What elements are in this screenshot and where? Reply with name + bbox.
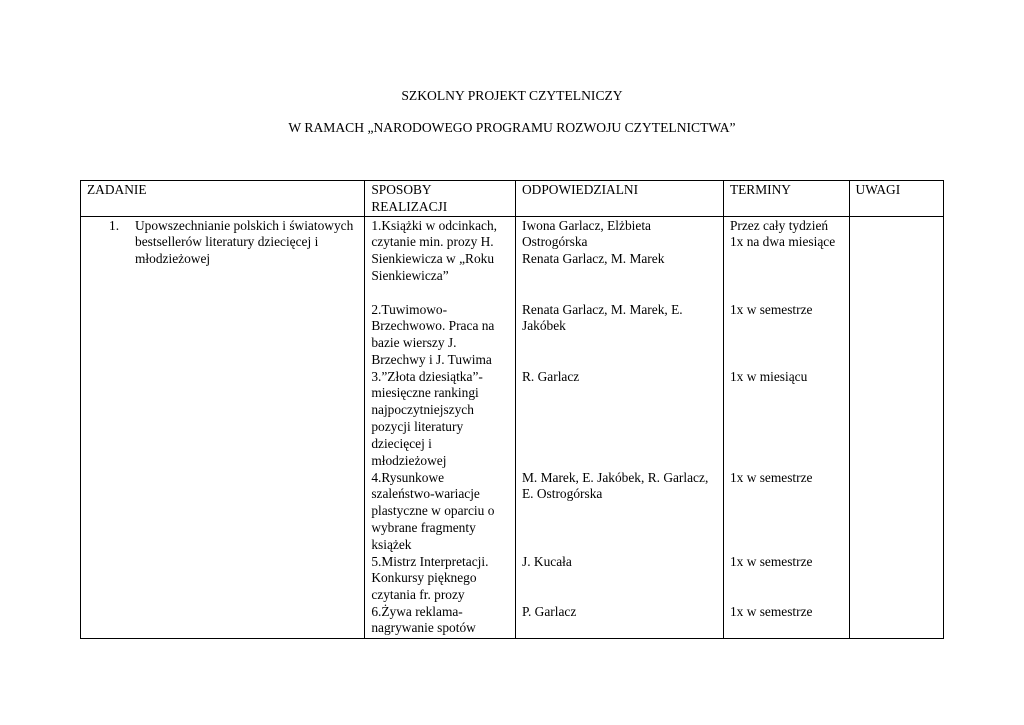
term-item: 1x na dwa miesiące: [729, 234, 836, 250]
term-item: 1x w miesiącu: [729, 368, 808, 384]
method-item: 2.Tuwimowo-Brzechwowo. Praca na bazie wierszy J. Brzechwy i J. Tuwima: [371, 301, 495, 367]
header-uwagi: UWAGI: [849, 181, 943, 217]
table-row: [81, 216, 944, 638]
task-text: Upowszechnianie polskich i światowych bestsellerów literatury dziecięcej i młodzieżowej: [135, 217, 354, 267]
methods-cell: [365, 216, 516, 638]
term-item: 1x w semestrze: [729, 469, 813, 485]
method-item: 6.Żywa reklama- nagrywanie spotów: [371, 603, 476, 636]
method-item: 4.Rysunkowe szaleństwo-wariacje plastyczne w oparciu o wybrane fragmenty książek: [371, 469, 495, 552]
responsible-item: M. Marek, E. Jakóbek, R. Garlacz, E. Ostrogórska: [522, 469, 709, 502]
task-item: [87, 218, 358, 268]
method-item: 5.Mistrz Interpretacji. Konkursy pięknego czytania fr. prozy: [371, 553, 489, 603]
task-cell: [81, 216, 365, 638]
term-item: 1x w semestrze: [729, 553, 813, 569]
document-subtitle: W RAMACH „NARODOWEGO PROGRAMU ROZWOJU CZYTELNICTWA”: [288, 120, 736, 135]
responsible-item: Renata Garlacz, M. Marek, E. Jakóbek: [522, 301, 683, 334]
responsible-item: P. Garlacz: [522, 603, 577, 619]
terms-cell: [723, 216, 849, 638]
table-header-row: [81, 181, 944, 217]
responsible-item: Iwona Garlacz, Elżbieta Ostrogórska: [522, 217, 651, 250]
document-title: SZKOLNY PROJEKT CZYTELNICZY: [401, 88, 623, 103]
responsible-item: R. Garlacz: [522, 368, 580, 384]
header-sposoby-realizacji: SPOSOBY REALIZACJI: [365, 181, 516, 217]
term-item: 1x w semestrze: [729, 603, 813, 619]
remarks-cell: [849, 216, 943, 638]
header-odpowiedzialni: ODPOWIEDZIALNI: [516, 181, 724, 217]
method-item: 1.Książki w odcinkach, czytanie min. prozy H. Sienkiewicza w „Roku Sienkiewicza”: [371, 217, 498, 283]
task-number: 1.: [109, 217, 120, 233]
header-zadanie: ZADANIE: [81, 181, 365, 217]
project-table: [80, 180, 944, 639]
method-item: 3.”Złota dziesiątka”- miesięczne rankingi najpoczytniejszych pozycji literatury dziecięcej i młodzieżowej: [371, 368, 483, 468]
header-terminy: TERMINY: [723, 181, 849, 217]
responsible-item: J. Kucała: [522, 553, 572, 569]
responsible-item: Renata Garlacz, M. Marek: [522, 251, 665, 267]
term-item: Przez cały tydzień: [729, 217, 829, 233]
term-item: 1x w semestrze: [729, 301, 813, 317]
term-group: [730, 218, 843, 302]
responsible-group: [522, 218, 717, 302]
responsible-cell: [516, 216, 724, 638]
